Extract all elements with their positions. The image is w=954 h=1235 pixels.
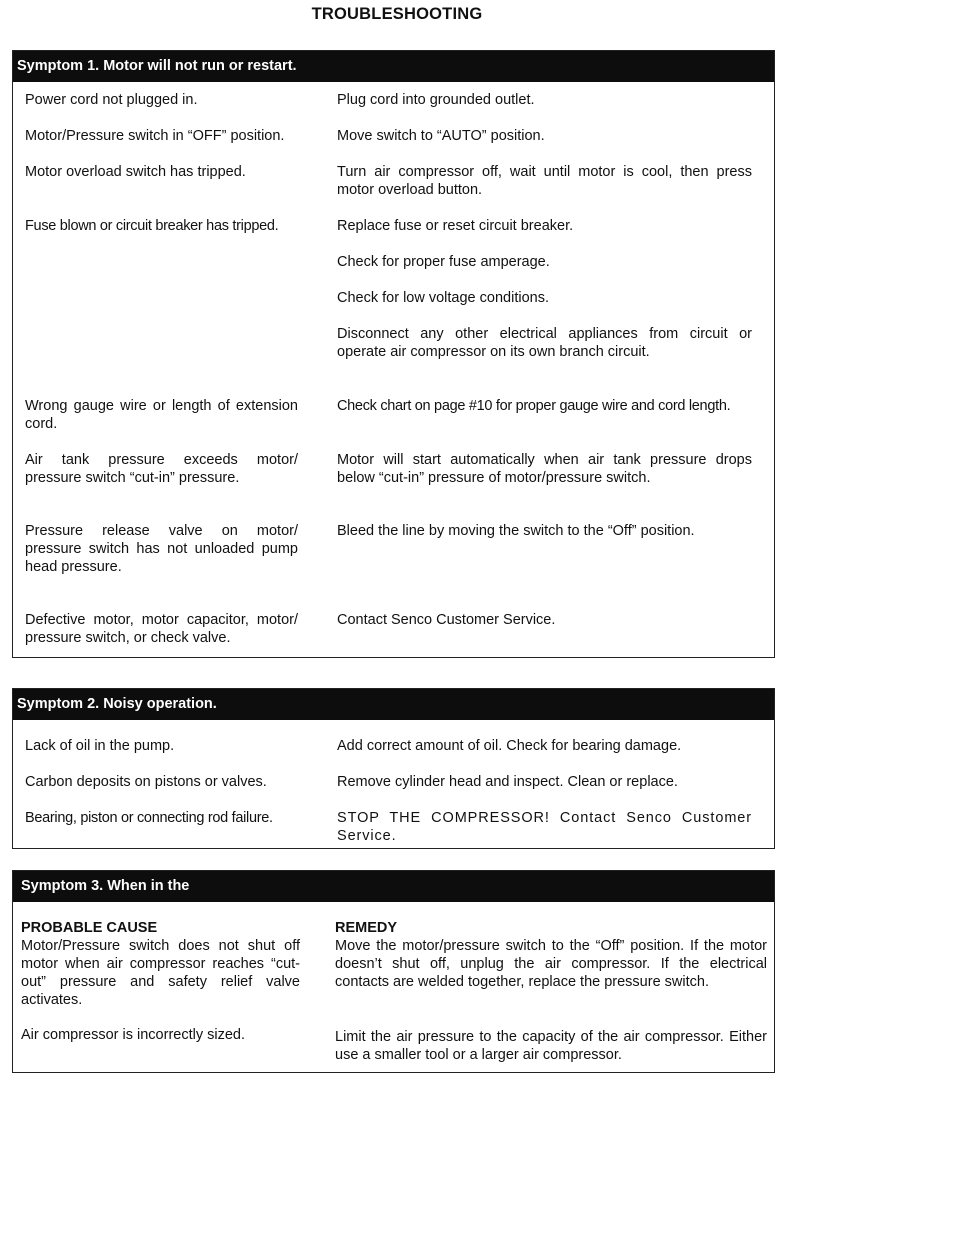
- probable-cause: Motor/Pressure switch in “OFF” position.: [25, 128, 285, 144]
- remedy: Contact Senco Customer Service.: [337, 612, 556, 628]
- probable-cause: Air compressor is incorrectly sized.: [21, 1027, 245, 1043]
- symptom-3-header: Symptom 3. When in the: [13, 871, 774, 902]
- remedy: Check for proper fuse amperage.: [337, 254, 550, 270]
- probable-cause: Fuse blown or circuit breaker has tripped.: [25, 218, 279, 234]
- symptom-2-header: Symptom 2. Noisy operation.: [13, 689, 774, 720]
- probable-cause: Motor/Pressure switch does not shut off motor when air compressor reaches “cut-out” pressure and safety relief valve activates.: [21, 938, 300, 1008]
- probable-cause-heading: PROBABLE CAUSE: [21, 920, 158, 936]
- remedy: STOP THE COMPRESSOR! Contact Senco Customer Service.: [337, 810, 752, 844]
- probable-cause: Defective motor, motor capacitor, motor/ pressure switch, or check valve.: [25, 612, 298, 646]
- symptom-2-table: [12, 688, 775, 849]
- remedy: Move the motor/pressure switch to the “Off” position. If the motor doesn’t shut off, unplug the air compressor. If the electrical contacts are welded together, replace the pressure switch.: [335, 938, 767, 990]
- remedy: Motor will start automatically when air tank pressure drops below “cut-in” pressure of motor/pressure switch.: [337, 452, 752, 486]
- symptom-1-header: Symptom 1. Motor will not run or restart.: [13, 51, 774, 82]
- remedy: Replace fuse or reset circuit breaker.: [337, 218, 574, 234]
- remedy: Remove cylinder head and inspect. Clean or replace.: [337, 774, 678, 790]
- remedy: Disconnect any other electrical appliances from circuit or operate air compressor on its own branch circuit.: [337, 326, 752, 360]
- probable-cause: Motor overload switch has tripped.: [25, 164, 246, 180]
- remedy: Move switch to “AUTO” position.: [337, 128, 545, 144]
- probable-cause: Lack of oil in the pump.: [25, 738, 175, 754]
- symptom-1-table: [12, 50, 775, 658]
- remedy: Bleed the line by moving the switch to the “Off” position.: [337, 523, 695, 539]
- remedy: Check chart on page #10 for proper gauge wire and cord length.: [337, 398, 731, 414]
- page-title: TROUBLESHOOTING: [311, 5, 483, 23]
- probable-cause: Bearing, piston or connecting rod failure.: [25, 810, 273, 826]
- remedy: Check for low voltage conditions.: [337, 290, 549, 306]
- probable-cause: Carbon deposits on pistons or valves.: [25, 774, 267, 790]
- remedy: Plug cord into grounded outlet.: [337, 92, 535, 108]
- remedy: Add correct amount of oil. Check for bearing damage.: [337, 738, 682, 754]
- probable-cause: Pressure release valve on motor/ pressure switch has not unloaded pump head pressure.: [25, 523, 298, 575]
- symptom-3-table: [12, 870, 775, 1073]
- remedy: Turn air compressor off, wait until motor is cool, then press motor overload button.: [337, 164, 752, 198]
- probable-cause: Power cord not plugged in.: [25, 92, 198, 108]
- probable-cause: Air tank pressure exceeds motor/ pressure switch “cut-in” pressure.: [25, 452, 298, 486]
- remedy: Limit the air pressure to the capacity of the air compressor. Either use a smaller tool or a larger air compressor.: [335, 1029, 767, 1063]
- probable-cause: Wrong gauge wire or length of extension cord.: [25, 398, 298, 432]
- remedy-heading: REMEDY: [335, 920, 398, 936]
